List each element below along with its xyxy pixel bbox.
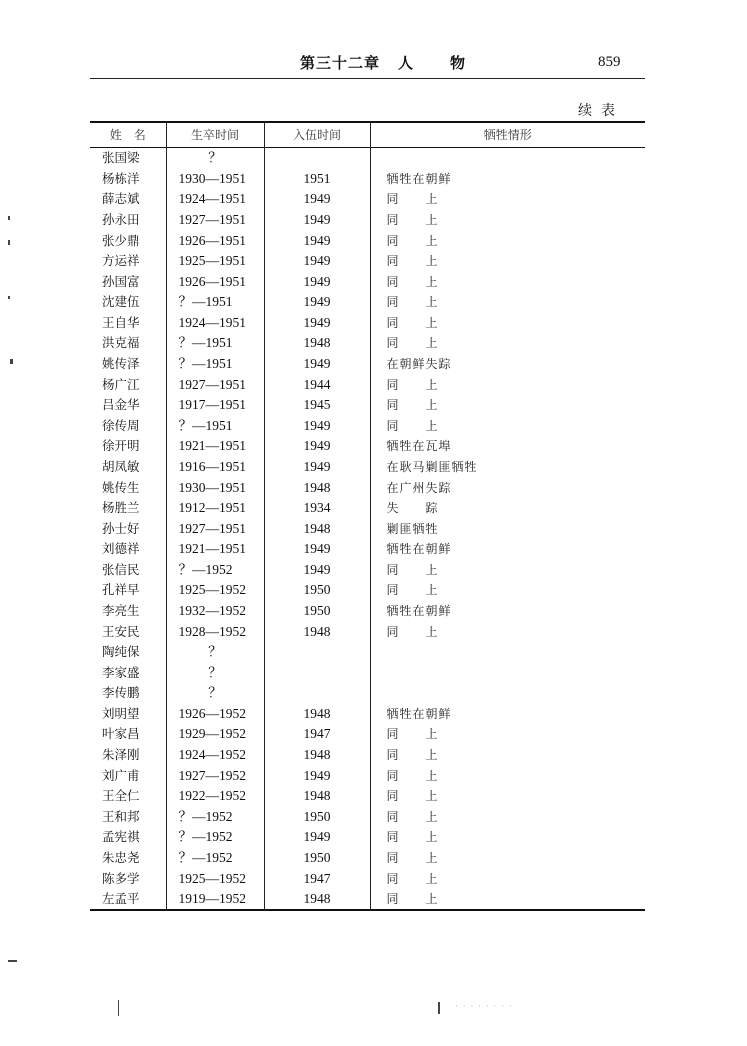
- cell-join: 1949: [264, 292, 370, 313]
- cell-desc: 同 上: [370, 271, 645, 292]
- cell-join: 1949: [264, 560, 370, 581]
- cell-life: ？—1952: [166, 807, 264, 828]
- cell-join: 1945: [264, 395, 370, 416]
- table-row: [90, 765, 645, 786]
- margin-mark: [118, 1000, 119, 1016]
- cell-life: 1927—1951: [166, 374, 264, 395]
- table-row: [90, 292, 645, 313]
- cell-name: 方运祥: [102, 253, 140, 269]
- cell-name: 沈建伍: [102, 294, 140, 310]
- cell-desc: 同 上: [370, 395, 645, 416]
- section-right: 物: [450, 54, 467, 72]
- cell-desc: 同 上: [370, 745, 645, 766]
- cell-life: ？: [166, 683, 264, 704]
- cell-life: 1919—1952: [166, 889, 264, 911]
- cell-desc: 剿匪牺牲: [370, 518, 645, 539]
- cell-name: 孙永田: [102, 212, 140, 228]
- cell-name: 孙国富: [102, 273, 140, 289]
- cell-join: 1950: [264, 807, 370, 828]
- cell-join: [264, 683, 370, 704]
- table-row: [90, 271, 645, 292]
- table-row: [90, 848, 645, 869]
- cell-desc: 牺牲在朝鲜: [370, 704, 645, 725]
- cell-life: 1925—1951: [166, 251, 264, 272]
- cell-name: 陈多学: [102, 870, 140, 886]
- cell-name: 吕金华: [102, 397, 140, 413]
- cell-desc: 同 上: [370, 765, 645, 786]
- cell-desc: 在朝鲜失踪: [370, 354, 645, 375]
- cell-desc: 同 上: [370, 868, 645, 889]
- cell-name: 王和邦: [102, 808, 140, 824]
- table-row: [90, 498, 645, 519]
- cell-life: 1922—1952: [166, 786, 264, 807]
- cell-life: 1930—1951: [166, 477, 264, 498]
- cell-desc: 牺牲在朝鲜: [370, 539, 645, 560]
- cell-desc: [370, 642, 645, 663]
- cell-join: 1948: [264, 477, 370, 498]
- column-header-lifespan: 生卒时间: [166, 122, 264, 148]
- table-row: [90, 416, 645, 437]
- cell-name: 杨胜兰: [102, 500, 140, 516]
- cell-join: 1949: [264, 354, 370, 375]
- cell-name: 姚传泽: [102, 356, 140, 372]
- cell-life: 1928—1952: [166, 621, 264, 642]
- cell-name: 徐开明: [102, 438, 140, 454]
- cell-desc: 同 上: [370, 230, 645, 251]
- cell-join: 1951: [264, 169, 370, 190]
- margin-mark: [8, 960, 17, 962]
- cell-life: 1916—1951: [166, 457, 264, 478]
- cell-life: ？—1952: [166, 848, 264, 869]
- cell-join: 1947: [264, 724, 370, 745]
- table-row: [90, 148, 645, 169]
- margin-mark: [8, 216, 10, 220]
- cell-life: ？: [166, 662, 264, 683]
- cell-name: 孟宪祺: [102, 829, 140, 845]
- cell-life: ？—1951: [166, 416, 264, 437]
- cell-life: 1927—1951: [166, 518, 264, 539]
- cell-desc: 同 上: [370, 827, 645, 848]
- cell-join: 1948: [264, 518, 370, 539]
- table-row: [90, 560, 645, 581]
- cell-life: 1929—1952: [166, 724, 264, 745]
- table-row: [90, 230, 645, 251]
- table-header-row: [90, 122, 645, 148]
- martyrs-table: [90, 121, 645, 911]
- cell-desc: 同 上: [370, 580, 645, 601]
- cell-life: 1917—1951: [166, 395, 264, 416]
- margin-mark: [8, 296, 10, 299]
- margin-mark: [438, 1002, 440, 1014]
- table-row: [90, 580, 645, 601]
- cell-name: 孔祥早: [102, 582, 140, 598]
- cell-desc: 牺牲在瓦埠: [370, 436, 645, 457]
- cell-join: 1934: [264, 498, 370, 519]
- cell-life: 1912—1951: [166, 498, 264, 519]
- cell-join: 1950: [264, 848, 370, 869]
- table-row: [90, 704, 645, 725]
- cell-life: 1921—1951: [166, 539, 264, 560]
- continued-table-label: 续表: [578, 103, 624, 119]
- cell-name: 陶纯保: [102, 644, 140, 660]
- cell-life: ？: [166, 148, 264, 169]
- table-row: [90, 436, 645, 457]
- margin-mark: [8, 240, 10, 245]
- table-row: [90, 313, 645, 334]
- cell-name: 朱忠尧: [102, 849, 140, 865]
- cell-life: 1925—1952: [166, 580, 264, 601]
- header-rule: [90, 78, 645, 79]
- table-row: [90, 539, 645, 560]
- cell-life: 1926—1951: [166, 230, 264, 251]
- cell-life: 1924—1951: [166, 313, 264, 334]
- cell-life: ？—1951: [166, 354, 264, 375]
- table-row: [90, 601, 645, 622]
- cell-desc: 同 上: [370, 292, 645, 313]
- table-row: [90, 807, 645, 828]
- cell-life: ？—1952: [166, 560, 264, 581]
- section-left: 人: [398, 54, 415, 72]
- cell-join: 1950: [264, 580, 370, 601]
- table-row: [90, 395, 645, 416]
- cell-join: 1949: [264, 251, 370, 272]
- cell-desc: [370, 148, 645, 169]
- cell-desc: 同 上: [370, 189, 645, 210]
- cell-name: 薛志斌: [102, 191, 140, 207]
- cell-name: 张信民: [102, 561, 140, 577]
- cell-desc: 失 踪: [370, 498, 645, 519]
- cell-desc: 同 上: [370, 333, 645, 354]
- cell-join: 1949: [264, 271, 370, 292]
- cell-name: 孙士好: [102, 520, 140, 536]
- table-row: [90, 457, 645, 478]
- cell-name: 李亮生: [102, 603, 140, 618]
- table-row: [90, 827, 645, 848]
- cell-life: ？: [166, 642, 264, 663]
- cell-desc: 在广州失踪: [370, 477, 645, 498]
- cell-join: 1949: [264, 416, 370, 437]
- cell-desc: [370, 662, 645, 683]
- cell-name: 李家盛: [102, 664, 140, 680]
- page-number: 859: [598, 54, 621, 70]
- table-row: [90, 189, 645, 210]
- table-row: [90, 868, 645, 889]
- cell-join: 1947: [264, 868, 370, 889]
- cell-desc: 同 上: [370, 210, 645, 231]
- cell-name: 叶家昌: [102, 726, 140, 742]
- column-header-enlistment: 入伍时间: [264, 122, 370, 148]
- cell-join: 1948: [264, 745, 370, 766]
- table-row: [90, 518, 645, 539]
- cell-life: 1930—1951: [166, 169, 264, 190]
- table-row: [90, 477, 645, 498]
- cell-join: 1944: [264, 374, 370, 395]
- cell-join: [264, 148, 370, 169]
- cell-name: 徐传周: [102, 417, 140, 433]
- cell-join: 1948: [264, 889, 370, 911]
- cell-life: 1927—1952: [166, 765, 264, 786]
- cell-join: 1948: [264, 704, 370, 725]
- table-row: [90, 169, 645, 190]
- cell-life: 1932—1952: [166, 601, 264, 622]
- cell-life: 1924—1951: [166, 189, 264, 210]
- cell-desc: 牺牲在朝鲜: [370, 601, 645, 622]
- cell-name: 李传鹏: [102, 685, 140, 701]
- cell-join: 1949: [264, 210, 370, 231]
- table-row: [90, 374, 645, 395]
- cell-join: [264, 662, 370, 683]
- cell-name: 杨栋洋: [102, 170, 140, 186]
- table-row: [90, 354, 645, 375]
- table-row: [90, 621, 645, 642]
- cell-name: 杨广江: [102, 376, 140, 392]
- cell-name: 姚传生: [102, 479, 140, 495]
- table-row: [90, 642, 645, 663]
- cell-join: 1949: [264, 313, 370, 334]
- cell-name: 洪克福: [102, 335, 140, 351]
- column-header-circumstance: 牺牲情形: [370, 122, 645, 148]
- cell-life: 1921—1951: [166, 436, 264, 457]
- cell-name: 张少鼎: [102, 232, 140, 248]
- column-header-name: 姓 名: [109, 128, 146, 142]
- table-row: [90, 210, 645, 231]
- cell-join: 1949: [264, 189, 370, 210]
- cell-desc: 同 上: [370, 374, 645, 395]
- cell-desc: [370, 683, 645, 704]
- table-row: [90, 333, 645, 354]
- cell-life: 1926—1951: [166, 271, 264, 292]
- cell-desc: 同 上: [370, 848, 645, 869]
- cell-name: 刘广甫: [102, 767, 140, 783]
- cell-join: 1949: [264, 436, 370, 457]
- cell-life: ？—1952: [166, 827, 264, 848]
- table-row: [90, 251, 645, 272]
- cell-join: [264, 642, 370, 663]
- cell-join: 1949: [264, 230, 370, 251]
- cell-join: 1950: [264, 601, 370, 622]
- cell-join: 1949: [264, 827, 370, 848]
- cell-life: 1925—1952: [166, 868, 264, 889]
- cell-desc: 同 上: [370, 786, 645, 807]
- table-row: [90, 786, 645, 807]
- cell-join: 1949: [264, 765, 370, 786]
- table-body: [90, 148, 645, 911]
- cell-name: 刘德祥: [102, 541, 140, 557]
- table-row: [90, 683, 645, 704]
- scan-smudge: · · · · · · · ·: [455, 1002, 513, 1012]
- cell-life: 1927—1951: [166, 210, 264, 231]
- cell-desc: 同 上: [370, 621, 645, 642]
- cell-name: 刘明望: [102, 705, 140, 721]
- cell-join: 1949: [264, 457, 370, 478]
- cell-name: 朱泽刚: [102, 747, 140, 763]
- cell-desc: 同 上: [370, 889, 645, 911]
- cell-life: 1924—1952: [166, 745, 264, 766]
- cell-desc: 同 上: [370, 560, 645, 581]
- cell-name: 王安民: [102, 623, 140, 639]
- table-row: [90, 662, 645, 683]
- cell-name: 王全仁: [102, 788, 140, 804]
- cell-life: 1926—1952: [166, 704, 264, 725]
- cell-desc: 同 上: [370, 807, 645, 828]
- cell-name: 胡凤敏: [102, 458, 140, 474]
- cell-name: 左孟平: [102, 891, 140, 907]
- table-row: [90, 745, 645, 766]
- cell-name: 张国梁: [102, 150, 140, 166]
- cell-desc: 同 上: [370, 251, 645, 272]
- cell-join: 1948: [264, 621, 370, 642]
- chapter-number: 第三十二章: [300, 54, 381, 72]
- cell-desc: 牺牲在朝鲜: [370, 169, 645, 190]
- cell-join: 1949: [264, 539, 370, 560]
- chapter-title: [300, 52, 466, 73]
- cell-name: 王自华: [102, 314, 140, 330]
- cell-desc: 在耿马剿匪牺牲: [370, 457, 645, 478]
- margin-mark: [10, 359, 13, 364]
- cell-desc: 同 上: [370, 416, 645, 437]
- table-row: [90, 889, 645, 911]
- table-row: [90, 724, 645, 745]
- cell-life: ？—1951: [166, 333, 264, 354]
- cell-life: ？—1951: [166, 292, 264, 313]
- cell-join: 1948: [264, 786, 370, 807]
- cell-desc: 同 上: [370, 313, 645, 334]
- cell-desc: 同 上: [370, 724, 645, 745]
- cell-join: 1948: [264, 333, 370, 354]
